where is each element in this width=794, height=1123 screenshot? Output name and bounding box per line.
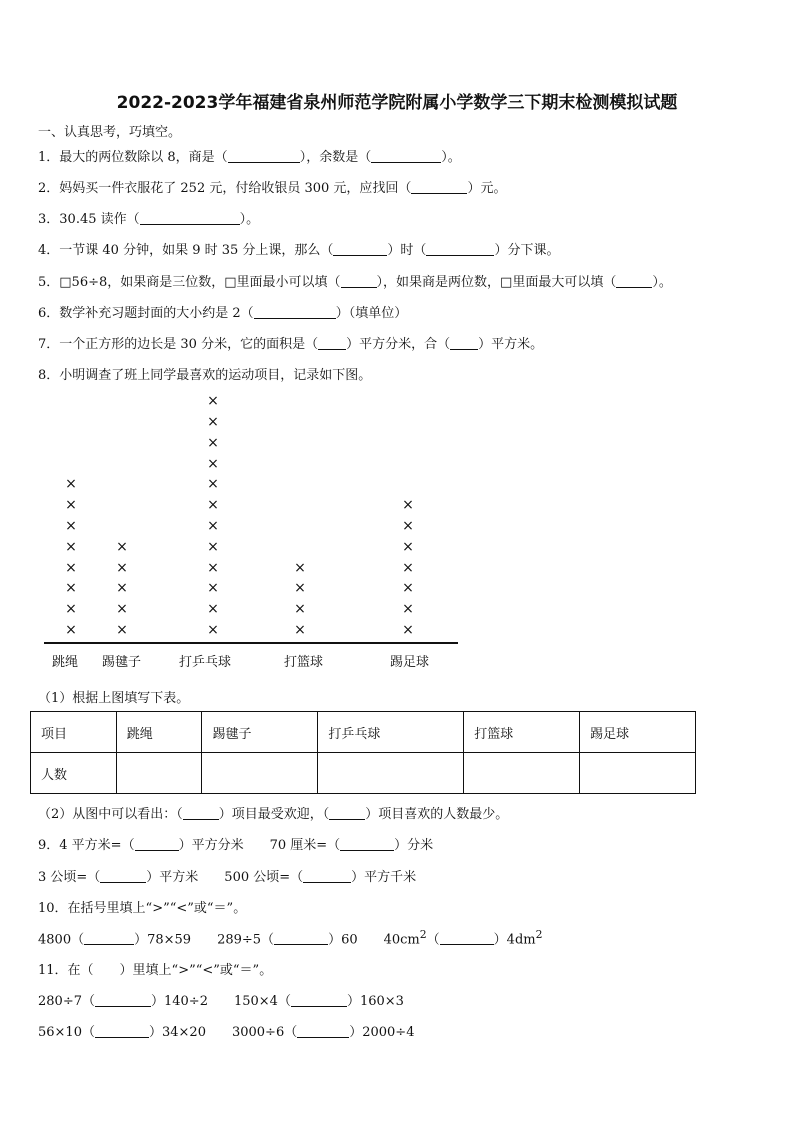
table-header-cell: 打乒乓球	[318, 712, 464, 753]
answer-blank[interactable]	[329, 806, 365, 820]
q1-text-b: ），余数是（	[299, 150, 372, 165]
plot-x-mark: ×	[116, 601, 128, 618]
plot-x-mark: ×	[207, 476, 219, 493]
plot-x-mark: ×	[402, 518, 414, 534]
question-10: 10．在括号里填上“>”“<”或“＝”。	[38, 901, 247, 916]
plot-x-mark: ×	[207, 559, 219, 576]
q7-text-b: ）平方分米，合（	[346, 337, 451, 352]
plot-category-label: 踢足球	[390, 655, 430, 670]
answer-blank[interactable]	[371, 149, 441, 163]
plot-x-mark: ×	[207, 393, 219, 410]
table-answer-cell[interactable]	[202, 753, 318, 794]
question-3	[38, 208, 259, 227]
answer-blank[interactable]	[140, 211, 240, 225]
q6-text-b: ）（填单位）	[335, 306, 408, 321]
question-9-row-1	[38, 834, 433, 853]
table-header-cell: 跳绳	[116, 712, 202, 753]
plot-x-mark: ×	[294, 559, 306, 576]
plot-category-label: 打乒乓球	[179, 655, 232, 670]
q5-text-c: ）。	[652, 275, 672, 290]
q10a-text-c: ）60 40cm	[328, 932, 420, 948]
question-11-row-2	[38, 1021, 414, 1040]
answer-blank[interactable]	[303, 869, 351, 883]
tally-table	[30, 711, 696, 794]
q10a-text-a: 4800（	[38, 932, 85, 948]
plot-x-mark: ×	[65, 518, 77, 534]
superscript: 2	[419, 928, 427, 941]
plot-x-mark: ×	[207, 538, 219, 555]
table-answer-cell[interactable]	[116, 753, 202, 794]
answer-blank[interactable]	[341, 274, 377, 288]
page-title: 2022-2023学年福建省泉州师范学院附属小学数学三下期末检测模拟试题	[116, 93, 678, 113]
answer-blank[interactable]	[254, 305, 336, 319]
plot-x-mark: ×	[294, 622, 306, 638]
plot-x-mark: ×	[402, 497, 414, 514]
plot-x-mark: ×	[65, 580, 77, 597]
table-answer-cell[interactable]	[318, 753, 464, 794]
plot-x-mark: ×	[65, 476, 77, 493]
answer-blank[interactable]	[274, 931, 328, 945]
question-6	[38, 302, 407, 321]
plot-x-mark: ×	[65, 601, 77, 618]
plot-x-mark: ×	[402, 601, 414, 618]
plot-x-mark: ×	[402, 538, 414, 555]
plot-x-mark: ×	[207, 622, 219, 638]
answer-blank[interactable]	[84, 931, 134, 945]
table-row-label: 人数	[31, 753, 117, 794]
q1-text-a: 1．最大的两位数除以 8，商是（	[38, 150, 228, 165]
q2-text-a: 2．妈妈买一件衣服花了 252 元，付给收银员 300 元，应找回（	[38, 181, 412, 196]
plot-x-mark: ×	[116, 580, 128, 597]
q9a-text-c: ）分米	[394, 838, 434, 853]
q11a-text-a: 280÷7（	[38, 994, 95, 1009]
answer-blank[interactable]	[95, 993, 151, 1007]
answer-blank[interactable]	[318, 336, 346, 350]
superscript: 2	[535, 928, 543, 941]
plot-x-mark: ×	[207, 455, 219, 472]
question-8-1: （1）根据上图填写下表。	[38, 691, 190, 706]
plot-x-mark: ×	[116, 538, 128, 555]
q9a-text-a: 9．4 平方米=（	[38, 838, 135, 853]
plot-x-mark: ×	[65, 497, 77, 514]
plot-x-mark: ×	[402, 622, 414, 638]
plot-x-mark: ×	[207, 580, 219, 597]
plot-baseline	[44, 642, 458, 644]
answer-blank[interactable]	[297, 1024, 349, 1038]
q1-text-c: ）。	[441, 150, 461, 165]
answer-blank[interactable]	[291, 993, 347, 1007]
plot-x-mark: ×	[207, 497, 219, 514]
q9b-text-a: 3 公顷=（	[38, 870, 101, 885]
table-header-cell: 项目	[31, 712, 117, 753]
plot-x-mark: ×	[65, 538, 77, 555]
plot-x-mark: ×	[116, 622, 128, 638]
question-8-2	[38, 803, 508, 822]
answer-blank[interactable]	[440, 931, 494, 945]
plot-category-label: 跳绳	[52, 655, 79, 670]
answer-blank[interactable]	[183, 806, 219, 820]
plot-category-label: 踢毽子	[102, 655, 142, 670]
answer-blank[interactable]	[616, 274, 652, 288]
q8-2-text-b: ）项目最受欢迎，（	[218, 807, 330, 822]
table-header-row	[31, 712, 696, 753]
answer-blank[interactable]	[450, 336, 478, 350]
q5-text-a: 5．□56÷8，如果商是三位数，□里面最小可以填（	[38, 275, 341, 290]
table-header-cell: 踢毽子	[202, 712, 318, 753]
question-4	[38, 239, 559, 258]
q10a-text-e: ）4dm	[493, 932, 536, 948]
q10a-text-b: ）78×59 289÷5（	[134, 932, 275, 948]
section-heading: 一、认真思考，巧填空。	[38, 125, 182, 140]
answer-blank[interactable]	[95, 1024, 149, 1038]
q11a-text-b: ）140÷2 150×4（	[150, 994, 291, 1009]
answer-blank[interactable]	[340, 837, 394, 851]
plot-x-mark: ×	[65, 622, 77, 638]
question-9-row-2	[38, 866, 416, 885]
question-10-row	[38, 928, 542, 947]
plot-x-mark: ×	[207, 518, 219, 534]
q11b-text-a: 56×10（	[38, 1025, 95, 1040]
question-11: 11．在（ ）里填上“>”“<”或“＝”。	[38, 963, 273, 978]
answer-blank[interactable]	[411, 180, 467, 194]
answer-blank[interactable]	[100, 869, 146, 883]
q9a-text-b: ）平方分米 70 厘米=（	[178, 838, 341, 853]
plot-x-mark: ×	[207, 601, 219, 618]
q4-text-c: ）分下课。	[494, 243, 560, 258]
answer-blank[interactable]	[426, 242, 494, 256]
plot-x-mark: ×	[207, 414, 219, 430]
q7-text-c: ）平方米。	[478, 337, 544, 352]
q3-text-a: 3．30.45 读作（	[38, 212, 140, 227]
question-8: 8．小明调查了班上同学最喜欢的运动项目，记录如下图。	[38, 368, 372, 383]
table-header-cell: 踢足球	[580, 712, 696, 753]
question-7	[38, 333, 543, 352]
question-1	[38, 146, 461, 165]
q11a-text-c: ）160×3	[346, 994, 404, 1009]
answer-blank[interactable]	[228, 149, 300, 163]
q3-text-b: ）。	[239, 212, 260, 227]
q11b-text-b: ）34×20 3000÷6（	[148, 1025, 298, 1040]
question-5	[38, 271, 672, 290]
answer-blank[interactable]	[333, 242, 387, 256]
table-answer-cell[interactable]	[464, 753, 580, 794]
q4-text-a: 4．一节课 40 分钟，如果 9 时 35 分上课，那么（	[38, 243, 334, 258]
plot-x-mark: ×	[294, 601, 306, 618]
plot-x-mark: ×	[65, 559, 77, 576]
q9b-text-b: ）平方米 500 公顷=（	[146, 870, 304, 885]
plot-x-mark: ×	[207, 434, 219, 451]
plot-x-mark: ×	[402, 580, 414, 597]
question-2	[38, 177, 506, 196]
q5-text-b: ），如果商是两位数，□里面最大可以填（	[376, 275, 617, 290]
q8-2-text-a: （2）从图中可以看出：（	[38, 807, 183, 822]
table-header-cell: 打篮球	[464, 712, 580, 753]
q10a-text-d: （	[426, 932, 440, 948]
q9b-text-c: ）平方千米	[351, 870, 417, 885]
q8-2-text-c: ）项目喜欢的人数最少。	[365, 807, 509, 822]
q4-text-b: ）时（	[387, 243, 427, 258]
q11b-text-c: ）2000÷4	[349, 1025, 415, 1040]
q7-text-a: 7．一个正方形的边长是 30 分米，它的面积是（	[38, 337, 319, 352]
table-answer-cell[interactable]	[580, 753, 696, 794]
answer-blank[interactable]	[135, 837, 179, 851]
plot-category-label: 打篮球	[284, 655, 324, 670]
table-row	[31, 753, 696, 794]
plot-x-mark: ×	[294, 580, 306, 597]
question-11-row-1	[38, 990, 404, 1009]
plot-x-mark: ×	[402, 559, 414, 576]
q6-text-a: 6．数学补充习题封面的大小约是 2（	[38, 306, 254, 321]
q2-text-b: ）元。	[467, 181, 507, 196]
plot-x-mark: ×	[116, 559, 128, 576]
